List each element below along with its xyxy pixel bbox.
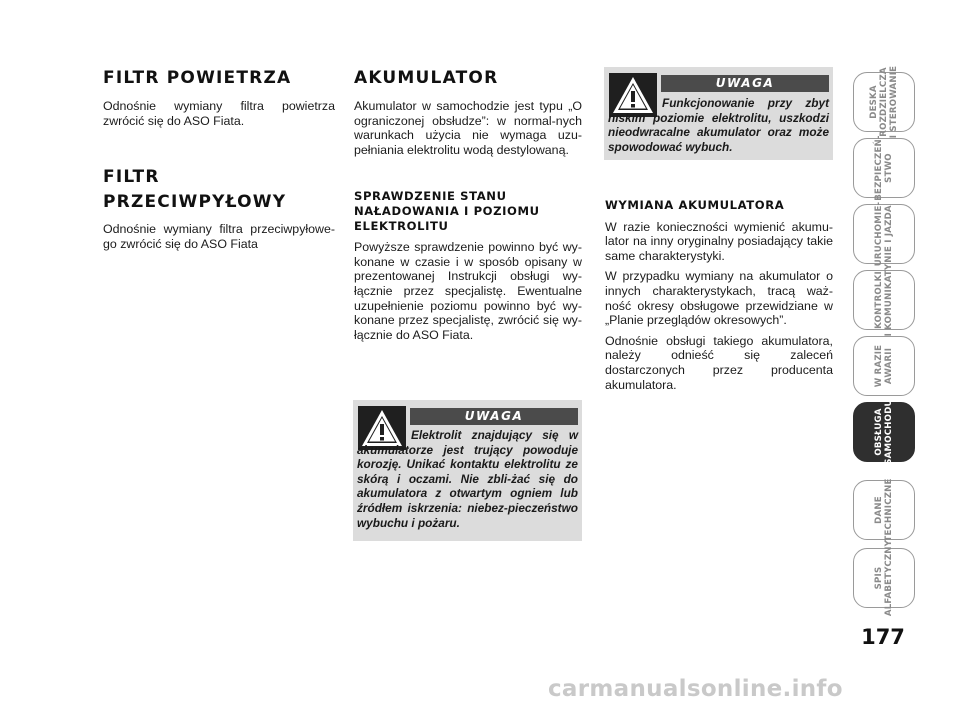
tab-safety[interactable] — [853, 135, 915, 201]
tab-label: BEZPIECZEŃ- STWO — [874, 135, 894, 201]
electrolyte-warning-text — [357, 428, 578, 530]
battery-intro: Akumulator w samochodzie jest typu „O ograniczonej obsłudze”: w normal-nych warunkach użycia nie wymaga uzu-pełniania elektrolitu wodą destylowaną. — [354, 99, 582, 157]
page-number: 177 — [861, 625, 905, 649]
right-column — [605, 198, 833, 392]
check-text: Powyższe sprawdzenie powinno być wy-konane w czasie i w sposób opisany w prezentowanej Instrukcji obsługi wy-łącznie przez specjalistę. Ewentualne uzupełnienie poziomu powinno być wy-konane przez specjalistę, zwrócić się wy-łącznie do ASO Fiata. — [354, 240, 582, 342]
middle-column — [354, 66, 582, 342]
pollen-filter-title-line1: FILTR — [103, 167, 160, 188]
warning-label: UWAGA — [410, 408, 578, 425]
air-filter-text: Odnośnie wymiany filtra powietrza zwrócić się do ASO Fiata. — [103, 99, 335, 128]
air-filter-title: FILTR POWIETRZA — [103, 68, 292, 88]
pollen-filter-text: Odnośnie wymiany filtra przeciwpyłowe-go zwrócić się do ASO Fiata — [103, 222, 335, 251]
tab-emergency[interactable] — [853, 336, 915, 396]
tab-starting-driving[interactable] — [853, 201, 915, 267]
left-column — [103, 66, 335, 251]
electrolyte-warning-text-content: Elektrolit znajdujący się w akumulatorze jest trujący powoduje korozję. Unikać kontaktu elektrolitu ze skórą i oczami. Nie zbli-żać się do akumulatora z otwartym ogniem lub źródłem iskrzenia: niebez-pieczeństwo wybuchu i pożaru. — [357, 428, 578, 530]
tab-index[interactable] — [853, 539, 915, 617]
battery-title: AKUMULATOR — [354, 68, 499, 88]
replace-heading: WYMIANA AKUMULATORA — [605, 198, 785, 212]
tab-maintenance[interactable] — [853, 399, 915, 465]
tab-warning-lights[interactable] — [853, 263, 915, 337]
tab-label: OBSŁUGA SAMOCHODU — [874, 399, 894, 465]
tab-label: DESKA ROZDZIELCZA I STEROWANIE — [869, 65, 899, 139]
low-electrolyte-warning-text-content: Funkcjonowanie przy zbyt niskim poziomie elektrolitu, uszkodzi nieodwracalne akumulator oraz może spowodować wybuch. — [608, 96, 829, 154]
replace-paragraph-1: W razie konieczności wymienić akumu-lator na inny oryginalny posiadający takie same charakterystyki. — [605, 219, 833, 263]
electrolyte-warning-box — [353, 400, 582, 541]
pollen-filter-title-line2: PRZECIWPYŁOWY — [103, 192, 287, 213]
warning-label: UWAGA — [661, 75, 829, 92]
tab-technical-data[interactable] — [853, 480, 915, 540]
tab-dashboard[interactable] — [853, 65, 915, 139]
tab-label: DANE TECHNICZNE — [874, 478, 894, 542]
check-heading: SPRAWDZENIE STANU NAŁADOWANIA I POZIOMU ELEKTROLITU — [354, 189, 540, 233]
tab-label: W RAZIE AWARII — [874, 344, 894, 388]
watermark: carmanualsonline.info — [548, 676, 843, 702]
tab-label: KONTROLKI I KOMUNIKATY — [874, 263, 894, 337]
replace-paragraph-2: W przypadku wymiany na akumulator o innych charakterystykach, tracą waż-ność okresy obsługowe przewidziane w „Planie przeglądów okresowych”. — [605, 269, 833, 328]
low-electrolyte-warning-box — [604, 67, 833, 160]
replace-paragraph-3: Odnośnie obsługi takiego akumulatora, należy odnieść się zaleceń dostarczonych przez producenta akumulatora. — [605, 333, 833, 392]
tab-label: SPIS ALFABETYCZNY — [874, 539, 894, 617]
tab-label: URUCHOMIE- NIE I JAZDA — [874, 201, 894, 267]
low-electrolyte-warning-text — [608, 96, 829, 154]
